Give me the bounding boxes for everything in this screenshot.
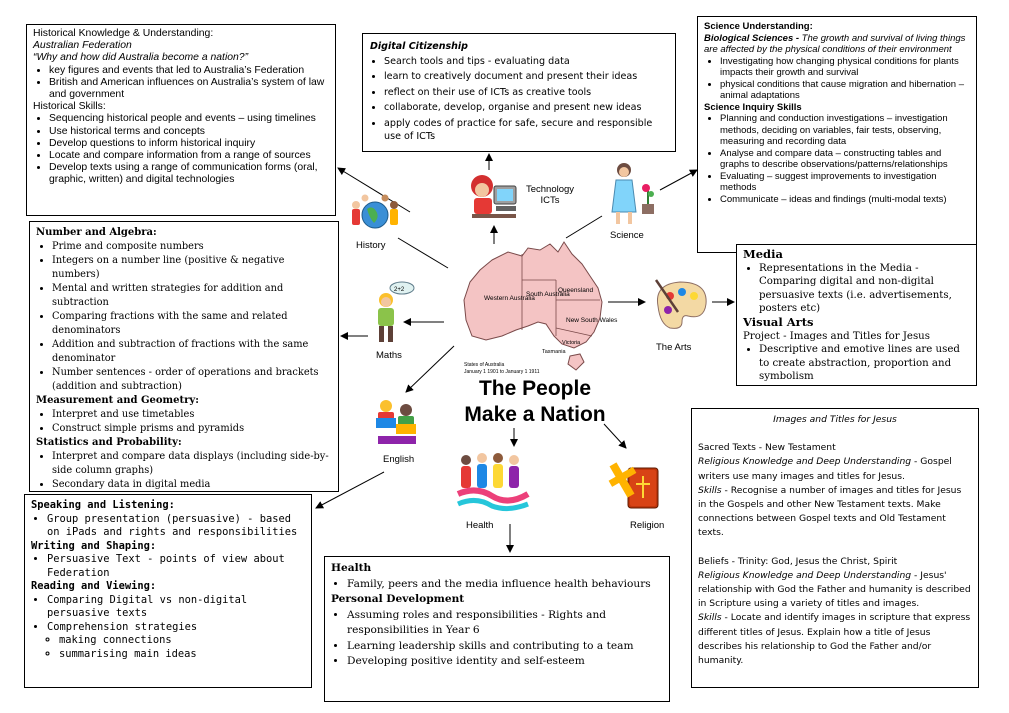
list-item: • physical conditions that cause migration and hibernation – animal adaptations [720,79,970,102]
list-item: • Representations in the Media - Comparing digital and non-digital persuasive texts (i.e. advertisements, posters etc) [759,262,970,316]
label-maths: Maths [376,350,402,361]
map-label-sa: South Australia [526,291,570,298]
map-caption-2: January 1 1901 to January 1 1911 [464,369,540,375]
religion-p2-skills: Skills - Locate and identify images in scripture that express different titles of Jesus. Explain how a title of Jesus describes his relationship to God the Father and/or humanity. [698,612,971,667]
label-technology: Technology ICTs [525,184,575,206]
list-item: • Assuming roles and responsibilities - Rights and responsibilities in Year 6 [347,608,663,639]
visual-arts-heading: Visual Arts [743,314,814,329]
list-item: • Prime and composite numbers [52,240,332,254]
science-sub-bold: Biological Sciences - [704,32,800,44]
list-item: • Evaluating – suggest improvements to investigation methods [720,171,970,194]
religion-p2-line: Beliefs - Trinity: God, Jesus the Christ, Spirit [698,555,898,567]
english-speaking-heading: Speaking and Listening: [31,499,175,511]
religion-p1-line: Sacred Texts - New Testament [698,442,836,454]
religion-p2-rk: Religious Knowledge and Deep Understanding - Jesus' relationship with God the Father and humanity is described in Scripture using a variety of titles and images. [698,569,971,610]
science-box [697,16,977,253]
media-arts-box [736,244,977,386]
svg-text:2+2: 2+2 [394,287,405,293]
list-item: • Interpret and compare data displays (including side-by-side column graphs) [52,450,332,478]
personal-development-list [331,608,663,670]
list-item: • Integers on a number line (positive & negative numbers) [52,254,332,282]
list-item: • apply codes of practice for safe, secure and responsible use of ICTs [384,117,668,144]
label-health: Health [466,520,494,531]
arrow-history-link [398,238,448,268]
arts-palette-icon [648,276,714,334]
label-the-arts: The Arts [656,342,692,353]
list-item: • Mental and written strategies for addition and subtraction [52,282,332,310]
personal-development-heading: Personal Development [331,593,465,605]
media-list [743,262,970,316]
science-heading: Science Understanding: [704,21,813,32]
maths-measurement-heading: Measurement and Geometry: [36,395,199,406]
english-writing-heading: Writing and Shaping: [31,539,157,552]
list-item: • learn to creatively document and present their ideas [384,70,668,84]
science-inquiry-heading: Science Inquiry Skills [704,101,802,113]
history-skills-heading: Historical Skills: [33,101,106,113]
label-religion: Religion [630,520,665,531]
maths-box [29,221,339,492]
map-label-tas: Tasmania [542,349,566,355]
title-line-2: Make a Nation [464,403,606,426]
science-inquiry-list [704,113,970,205]
list-item: • Develop texts using a range of communication forms (oral, graphic, written) and digital technologies [49,162,329,186]
list-item: • British and American influences on Australia’s system of law and government [49,77,329,101]
visual-arts-list [743,343,970,384]
list-item: • Planning and conduction investigations – investigation methods, deciding on variables, fair tests, observing, measuring and recording data [720,113,970,148]
page-title [440,376,630,428]
arrow-to-science-box [660,170,697,190]
list-item: • Construct simple prisms and pyramids [52,422,332,436]
list-item: • Developing positive identity and self-esteem [347,654,663,670]
maths-number-list [36,240,332,394]
list-item: • Persuasive Text - points of view about Federation [47,553,305,580]
map-tasmania [568,354,584,370]
religion-box [691,408,979,688]
english-writing-list [31,553,305,580]
english-reading-list [31,594,305,635]
map-label-qld: Queensland [558,287,594,294]
list-item: • Communicate – ideas and findings (multi-modal texts) [720,194,970,206]
list-item: • collaborate, develop, organise and present new ideas [384,101,668,115]
list-item: • key figures and events that led to Australia’s Federation [49,65,329,77]
list-item: • Sequencing historical people and events – using timelines [49,113,329,125]
list-item: • Secondary data in digital media [52,478,332,492]
technology-kid-computer-icon [466,172,520,224]
list-item: ◦ making connections [59,634,305,648]
religion-p1-rk: Religious Knowledge and Deep Understanding - Gospel writers use many images and titles for Jesus. [698,456,952,482]
list-item: • Family, peers and the media influence health behaviours [347,577,663,593]
list-item: • Addition and subtraction of fractions with the same denominator [52,338,332,366]
history-skills-list [33,113,329,186]
english-reading-heading: Reading and Viewing: [31,580,157,592]
health-box [324,556,670,702]
history-box [26,24,336,216]
maths-statistics-heading: Statistics and Probability: [36,437,182,448]
label-history: History [356,240,386,251]
visual-arts-project: Project - Images and Titles for Jesus [743,330,930,342]
list-item: • Number sentences - order of operations and brackets (addition and subtraction) [52,366,332,394]
history-question: “Why and how did Australia become a nation?” [33,52,249,64]
english-speaking-list [31,513,305,540]
list-item: ◦ summarising main ideas [59,648,305,662]
history-children-globe-icon [350,193,400,235]
religion-title: Images and Titles for Jesus [773,414,897,425]
title-line-1: The People [478,377,592,400]
list-item: • Develop questions to inform historical inquiry [49,138,329,150]
map-caption-1: States of Australia [464,362,505,368]
map-label-nsw: New South Wales [566,317,618,324]
list-item: • Interpret and use timetables [52,408,332,422]
maths-kid-thinking-icon [370,280,416,348]
digital-list [370,55,668,144]
science-girl-plant-icon [606,160,660,228]
english-kids-books-icon [372,396,422,448]
map-label-wa: Western Australia [484,295,535,302]
english-comprehension-sublist [31,634,305,661]
religion-p1-skills: Skills - Recognise a number of images and titles for Jesus in the Gospels and other New Testament texts. Make connections between Gospel texts and Old Testament texts. [698,484,962,539]
list-item: • Comparing fractions with the same and related denominators [52,310,332,338]
australia-map [462,240,618,375]
history-knowledge-list [33,65,329,102]
map-label-vic: Victoria [562,340,581,346]
list-item: • Investigating how changing physical conditions for plants impacts their growth and survival [720,56,970,79]
history-topic: Australian Federation [33,40,132,52]
maths-statistics-list [36,450,332,492]
science-understanding-list [704,56,970,102]
label-english: English [383,454,415,465]
list-item: • Group presentation (persuasive) - based on iPads and rights and responsibilities [47,513,305,540]
list-item: • reflect on their use of ICTs as creative tools [384,86,668,100]
list-item: • Analyse and compare data – constructing tables and graphs to describe observations/patterns/relationships [720,148,970,171]
label-science: Science [610,230,644,241]
health-heading: Health [331,562,372,574]
health-list [331,577,663,593]
arrow-to-science [566,216,602,238]
list-item: • Comprehension strategies [47,621,305,635]
religion-bible-cross-icon [614,454,670,514]
list-item: • Locate and compare information from a range of sources [49,150,329,162]
list-item: • Use historical terms and concepts [49,126,329,138]
maths-measurement-list [36,408,332,436]
list-item: • Learning leadership skills and contributing to a team [347,639,663,655]
maths-number-heading: Number and Algebra: [36,227,157,238]
science-sub-italic: The growth and survival of living things are affected by the physical conditions of their environment [704,32,966,55]
list-item: • Search tools and tips - evaluating data [384,55,668,69]
digital-heading: Digital Citizenship [370,41,468,52]
english-box [24,494,312,688]
list-item: • Descriptive and emotive lines are used to create abstraction, proportion and symbolism [759,343,970,384]
health-people-icon [456,450,530,512]
list-item: • Comparing Digital vs non-digital persuasive texts [47,594,305,621]
media-heading: Media [743,247,783,261]
history-heading: Historical Knowledge & Understanding: [33,28,214,39]
digital-citizenship-box [362,33,676,152]
